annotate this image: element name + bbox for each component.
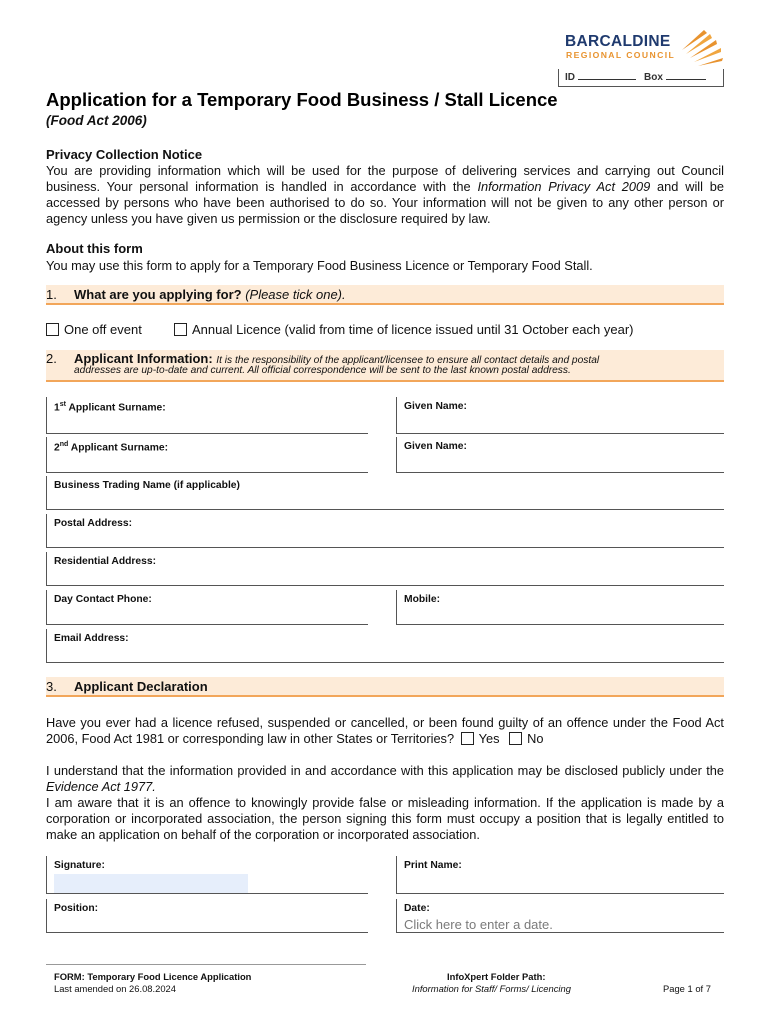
given-name-2-field[interactable]: Given Name: <box>396 437 724 473</box>
business-trading-name-field[interactable]: Business Trading Name (if applicable) <box>46 476 724 510</box>
about-heading: About this form <box>46 241 143 256</box>
date-picker-placeholder[interactable]: Click here to enter a date. <box>404 917 553 932</box>
signature-input[interactable] <box>54 874 248 893</box>
mobile-field[interactable]: Mobile: <box>396 590 724 625</box>
first-applicant-surname-field[interactable]: 1st Applicant Surname: <box>46 397 368 434</box>
section-2-header: 2. Applicant Information: It is the responsibility of the applicant/licensee to ensure all contact details and postal addresses are up-to-date and current. All official correspondence will be sent to the last known postal address. <box>46 350 724 382</box>
no-checkbox[interactable] <box>509 732 522 745</box>
about-text: You may use this form to apply for a Temporary Food Business Licence or Temporary Food Stall. <box>46 258 593 273</box>
day-contact-phone-field[interactable]: Day Contact Phone: <box>46 590 368 625</box>
footer-folder-path: Information for Staff/ Forms/ Licencing <box>412 983 571 994</box>
declaration-evidence-text: I understand that the information provided in and accordance with this application may be disclosed publicly under the Evidence Act 1977. <box>46 763 724 794</box>
declaration-offence-text: I am aware that it is an offence to knowingly provide false or misleading information. If the application is made by a corporation or incorporated association, the person signing this form must occupy a position that is legally entitled to make an application on behalf of the corporation or incorporated association. <box>46 795 724 842</box>
footer-form-name: FORM: Temporary Food Licence Application <box>54 971 252 982</box>
email-address-field[interactable]: Email Address: <box>46 629 724 663</box>
yes-label: Yes <box>478 731 500 746</box>
form-subtitle: (Food Act 2006) <box>46 113 147 128</box>
privacy-text: You are providing information which will be used for the purpose of delivering services and carrying out Council business. Your personal information is handled in accordance with the Information Privacy Act 2009 and will be accessed by persons who have been authorised to do so. Your information will not be given to any other person or agency unless you have given us permission or the disclosure required by law. <box>46 163 724 226</box>
one-off-checkbox[interactable] <box>46 323 59 336</box>
footer-page-number: Page 1 of 7 <box>663 983 711 994</box>
logo-name: BARCALDINE <box>565 33 671 50</box>
id-label: ID <box>565 72 575 83</box>
signature-field[interactable]: Signature: <box>46 856 368 894</box>
declaration-question: Have you ever had a licence refused, suspended or cancelled, or been found guilty of an offence under the Food Act 2006, Food Act 1981 or corresponding law in other States or Territories? Yes No <box>46 715 724 746</box>
no-label: No <box>527 731 544 746</box>
footer-folder-label: InfoXpert Folder Path: <box>447 971 546 982</box>
box-label: Box <box>644 72 663 83</box>
yes-checkbox[interactable] <box>461 732 474 745</box>
footer-amended: Last amended on 26.08.2024 <box>54 983 176 994</box>
annual-checkbox[interactable] <box>174 323 187 336</box>
postal-address-field[interactable]: Postal Address: <box>46 514 724 548</box>
section-1-header: 1. What are you applying for? (Please tick one). <box>46 285 724 305</box>
section-3-header: 3. Applicant Declaration <box>46 677 724 697</box>
sunburst-logo-icon <box>680 28 724 68</box>
council-logo <box>562 28 724 68</box>
form-title: Application for a Temporary Food Business / Stall Licence <box>46 89 558 110</box>
privacy-heading: Privacy Collection Notice <box>46 147 203 162</box>
option-annual-licence[interactable]: Annual Licence (valid from time of licence issued until 31 October each year) <box>174 322 634 337</box>
second-applicant-surname-field[interactable]: 2nd Applicant Surname: <box>46 437 368 473</box>
print-name-field[interactable]: Print Name: <box>396 856 724 894</box>
logo-subtitle: REGIONAL COUNCIL <box>566 50 676 60</box>
footer-divider <box>46 964 366 965</box>
date-field[interactable]: Date: Click here to enter a date. <box>396 899 724 933</box>
residential-address-field[interactable]: Residential Address: <box>46 552 724 586</box>
option-one-off-event[interactable]: One off event <box>46 322 142 337</box>
given-name-1-field[interactable]: Given Name: <box>396 397 724 434</box>
position-field[interactable]: Position: <box>46 899 368 933</box>
id-box-field[interactable] <box>558 69 724 87</box>
